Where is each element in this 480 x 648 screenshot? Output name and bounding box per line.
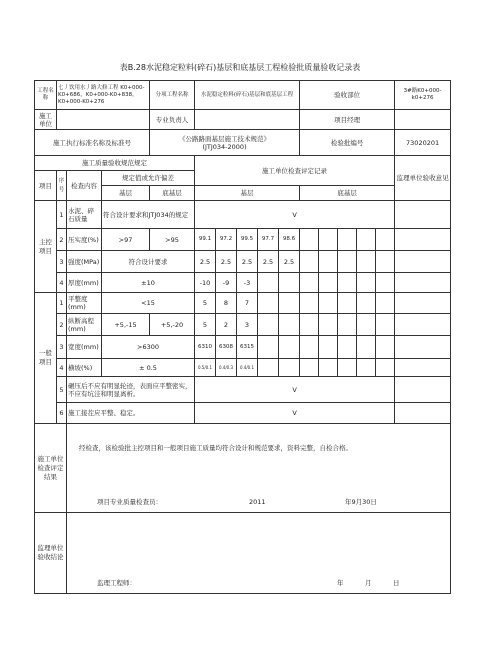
measured-value: 2 [216, 314, 237, 336]
supervision-header: 监理单位验收意见 [395, 156, 451, 201]
spec-value: <15 [102, 293, 195, 314]
spec-value: ±10 [102, 273, 195, 293]
subbase-spec: >95 [150, 229, 195, 251]
check-content: 压实度(%) [67, 229, 102, 251]
empty-cell [258, 273, 279, 293]
evaluation-label: 施工单位检查评定结果 [35, 424, 67, 513]
construction-unit-label: 施工单位 [35, 110, 57, 130]
base-spec: +5,-15 [102, 314, 150, 336]
evaluation-row [35, 424, 451, 513]
measured-value: 2.5 [279, 251, 300, 273]
main-row-2 [35, 229, 451, 251]
batch-no-value: 73020201 [395, 130, 451, 156]
header-row-unit [35, 110, 451, 130]
empty-cell [338, 314, 357, 336]
measured-value: 6315 [237, 336, 258, 359]
check-mark: V [195, 403, 395, 424]
measured-value: 0.4/0.1 [237, 359, 258, 377]
header-row-standard [35, 130, 451, 156]
measured-value: 2.5 [216, 251, 237, 273]
empty-cell [376, 273, 395, 293]
spec-value: ± 0.5 [102, 359, 195, 377]
empty-cell [376, 359, 395, 377]
month-label: 月 [365, 579, 372, 587]
professional-lead-label: 专业负责人 [150, 110, 195, 130]
empty-cell [357, 293, 376, 314]
measured-value: 5 [195, 314, 216, 336]
page-title: 表B.28水泥稳定粒料(碎石)基层和底基层工程检验批质量验收记录表 [119, 63, 361, 72]
main-control-label: 主控项目 [35, 201, 57, 293]
check-content: 施工接茬应平整、稳定。 [67, 403, 195, 424]
empty-cell [258, 293, 279, 314]
empty-cell [319, 293, 338, 314]
empty-cell [338, 359, 357, 377]
supervision-cell [395, 359, 451, 377]
base-spec: >97 [102, 229, 150, 251]
measured-value: 97.7 [258, 229, 279, 251]
day-label: 日 [393, 579, 400, 587]
general-row-6 [35, 403, 451, 424]
supervision-cell [395, 251, 451, 273]
unit-check-header: 施工单位检查评定记录 [195, 156, 395, 186]
empty-cell [357, 273, 376, 293]
supervision-cell [395, 403, 451, 424]
general-row-1 [35, 293, 451, 314]
measured-value: 6308 [216, 336, 237, 359]
empty-cell [319, 273, 338, 293]
empty-cell [300, 314, 319, 336]
empty-cell [338, 229, 357, 251]
supervision-row [35, 513, 451, 594]
seq-header: 序号 [57, 171, 67, 201]
spec-value: >6300 [102, 336, 195, 359]
measured-value: 0.4/0.3 [216, 359, 237, 377]
standard-value [150, 130, 300, 156]
evaluation-date: 年9月30日 [345, 498, 377, 506]
empty-cell [376, 251, 395, 273]
main-row-3 [35, 251, 451, 273]
row-no: 3 [57, 251, 67, 273]
check-content: 平整度(mm) [67, 293, 102, 314]
empty-cell [300, 273, 319, 293]
check-mark: V [195, 201, 395, 229]
supervision-cell [395, 273, 451, 293]
empty-cell [338, 273, 357, 293]
general-label: 一般项目 [35, 293, 57, 424]
measured-value: 97.2 [216, 229, 237, 251]
general-row-3 [35, 336, 451, 359]
empty-cell [376, 314, 395, 336]
empty-cell [357, 251, 376, 273]
measured-value: 2.5 [195, 251, 216, 273]
supervision-cell [395, 229, 451, 251]
supervision-conclusion-cell [67, 513, 451, 594]
supervision-cell [395, 336, 451, 359]
empty-cell [300, 336, 319, 359]
empty-cell [279, 336, 300, 359]
general-row-2 [35, 314, 451, 336]
check-content: 碾压后不应有明显轮迹，表面应平整密实，不应有坑洼和明显离析。 [67, 377, 195, 403]
measured-value: 3 [237, 314, 258, 336]
measured-value: 99.5 [237, 229, 258, 251]
construction-unit-value [57, 110, 150, 130]
supervision-cell [395, 314, 451, 336]
measured-value: -3 [237, 273, 258, 293]
spec-value-header: 规定值或允许偏差 [102, 171, 195, 186]
evaluation-text: 经检查，该检验批主控项目和一般项目施工质量均符合设计和规范要求，资料完整，自检合格。 [79, 444, 352, 452]
header-row-project [35, 81, 451, 110]
row-no: 2 [57, 229, 67, 251]
empty-cell [319, 229, 338, 251]
column-header-row-1 [35, 156, 451, 171]
base-header: 基层 [102, 186, 150, 201]
empty-cell [279, 359, 300, 377]
empty-cell [338, 293, 357, 314]
engineer-label: 监理工程师： [97, 579, 136, 587]
measured-value: 99.1 [195, 229, 216, 251]
empty-cell [258, 359, 279, 377]
check-content: 水泥、碎石质量 [67, 201, 102, 229]
measured-value: 0.5/0.1 [195, 359, 216, 377]
row-no: 1 [57, 293, 67, 314]
acceptance-part-value: 3#路K0+000-k0+276 [395, 81, 451, 110]
subbase-spec: +5,-20 [150, 314, 195, 336]
empty-cell [279, 314, 300, 336]
measured-value: 2.5 [237, 251, 258, 273]
item-header: 项目 [35, 171, 57, 201]
check-content: 宽度(mm) [67, 336, 102, 359]
supervision-conclusion-label: 监理单位验收结论 [35, 513, 67, 594]
subproject-label: 分项工程名称 [150, 81, 195, 110]
subproject-value: 水泥稳定粒料(碎石)基层和底基层工程 [195, 81, 300, 110]
general-row-5 [35, 377, 451, 403]
check-mark: V [195, 377, 395, 403]
row-no: 5 [57, 377, 67, 403]
supervision-cell [395, 293, 451, 314]
year-label: 年 [337, 579, 344, 587]
project-name-label: 工程名称 [35, 81, 57, 110]
row-no: 2 [57, 314, 67, 336]
evaluation-cell [67, 424, 451, 513]
measured-value: 5 [195, 293, 216, 314]
row-no: 4 [57, 273, 67, 293]
main-row-4 [35, 273, 451, 293]
empty-cell [376, 229, 395, 251]
empty-cell [279, 293, 300, 314]
professional-lead-value [195, 110, 300, 130]
empty-cell [357, 336, 376, 359]
empty-cell [300, 229, 319, 251]
empty-cell [279, 273, 300, 293]
empty-cell [319, 251, 338, 273]
check-content: 纵断高程(mm) [67, 314, 102, 336]
subbase-check-header: 底基层 [300, 186, 395, 201]
measured-value: 2.5 [258, 251, 279, 273]
batch-no-label: 检验批编号 [300, 130, 395, 156]
empty-cell [319, 336, 338, 359]
check-content-header: 检查内容 [67, 171, 102, 201]
standard-name: 《公路路面基层施工技术规范》 [179, 134, 271, 143]
acceptance-spec-header: 施工质量验收规范规定 [35, 156, 195, 171]
row-no: 1 [57, 201, 67, 229]
standard-code: (JTJ034-2000) [202, 142, 247, 151]
project-name-value: 七丿饮用水丿路大修工程 K0+000-K0+686，K0+000-K0+838，K0+000-K0+276 [57, 81, 150, 110]
empty-cell [357, 359, 376, 377]
main-row-1 [35, 201, 451, 229]
general-row-4 [35, 359, 451, 377]
empty-cell [258, 314, 279, 336]
standard-label: 施工执行标准名称及标准号 [35, 130, 150, 156]
check-content: 厚度(mm) [67, 273, 102, 293]
inspector-label: 项目专业质量检查员： [97, 498, 162, 506]
supervision-cell [395, 201, 451, 229]
project-manager-label: 项目经理 [300, 110, 395, 130]
measured-value: 6310 [195, 336, 216, 359]
empty-cell [319, 314, 338, 336]
acceptance-part-label: 验收部位 [300, 81, 395, 110]
measured-value: 8 [216, 293, 237, 314]
measured-value: -9 [216, 273, 237, 293]
empty-cell [376, 293, 395, 314]
empty-cell [338, 251, 357, 273]
measured-value: 98.6 [279, 229, 300, 251]
base-check-header: 基层 [195, 186, 300, 201]
empty-cell [300, 293, 319, 314]
empty-cell [319, 359, 338, 377]
empty-cell [300, 251, 319, 273]
row-no: 4 [57, 359, 67, 377]
spec-value: 符合设计要求 [102, 251, 195, 273]
supervision-cell [395, 377, 451, 403]
check-content: 横坡(%) [67, 359, 102, 377]
row-no: 6 [57, 403, 67, 424]
acceptance-record-table [34, 80, 451, 594]
empty-cell [357, 229, 376, 251]
empty-cell [357, 314, 376, 336]
empty-cell [376, 336, 395, 359]
row-no: 3 [57, 336, 67, 359]
subbase-header: 底基层 [150, 186, 195, 201]
evaluation-year: 2011 [249, 498, 266, 506]
empty-cell [300, 359, 319, 377]
check-content: 强度(MPa) [67, 251, 102, 273]
measured-value: -10 [195, 273, 216, 293]
measured-value: 7 [237, 293, 258, 314]
empty-cell [338, 336, 357, 359]
spec-value: 符合设计要求和JTJ034的规定 [102, 201, 195, 229]
empty-cell [258, 336, 279, 359]
project-manager-value [395, 110, 451, 130]
